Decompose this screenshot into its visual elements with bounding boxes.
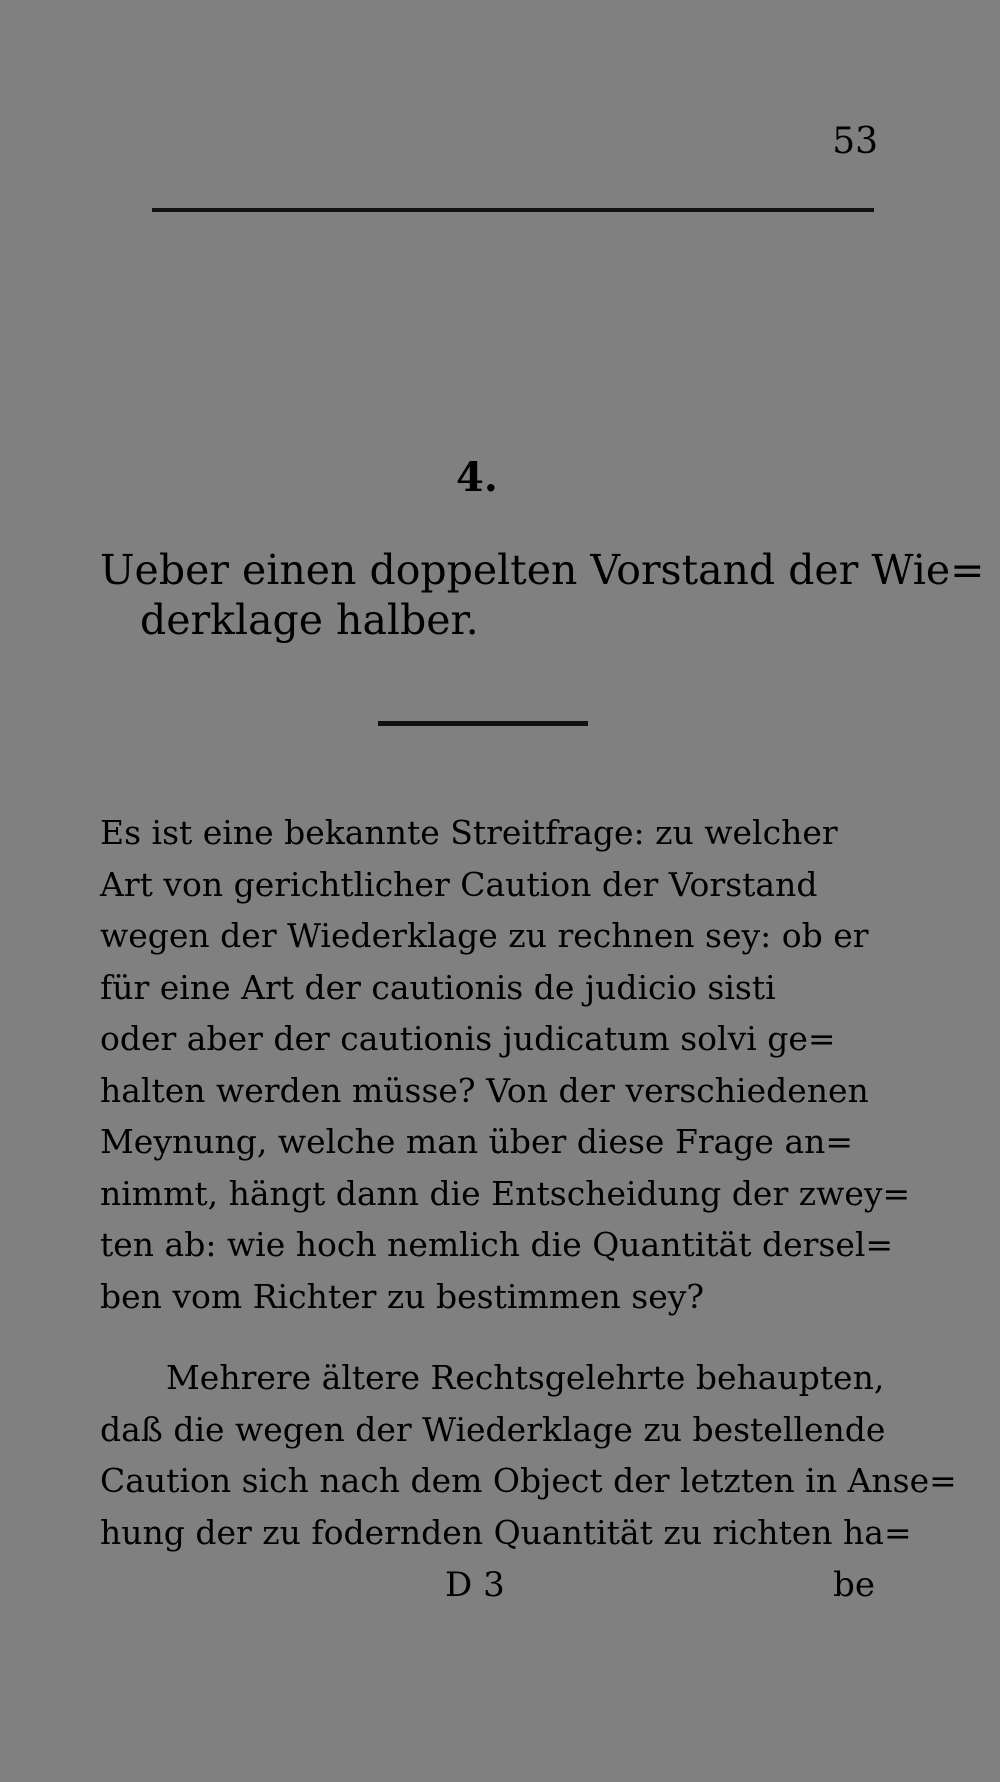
title-line: derklage halber. — [140, 596, 479, 644]
catchword: be — [833, 1565, 875, 1605]
text-line: ten ab: wie hoch nemlich die Quantität dersel= — [100, 1225, 894, 1264]
text-line: Mehrere ältere Rechtsgelehrte behaupten, — [166, 1358, 885, 1397]
text-line: oder aber der cautionis judicatum solvi ge= — [100, 1019, 836, 1058]
paragraph-1 — [100, 807, 911, 1322]
text-line: Es ist eine bekannte Streitfrage: zu welcher — [100, 813, 838, 852]
text-line: Art von gerichtlicher Caution der Vorstand — [100, 864, 818, 904]
page-footer — [100, 1565, 875, 1615]
header-rule — [152, 208, 874, 212]
body-text — [100, 807, 957, 1558]
text-line: ben vom Richter zu bestimmen sey? — [100, 1276, 705, 1316]
text-line: nimmt, hängt dann die Entscheidung der zwey= — [100, 1173, 911, 1213]
paragraph-2 — [100, 1352, 957, 1558]
signature-mark: D 3 — [445, 1565, 505, 1605]
section-title — [100, 545, 985, 645]
text-line: wegen der Wiederklage zu rechnen sey: ob er — [100, 916, 869, 955]
text-line: hung der zu fodernden Quantität zu richten ha= — [100, 1512, 912, 1552]
text-line: daß die wegen der Wiederklage zu bestellende — [100, 1409, 886, 1449]
text-line: Meynung, welche man über diese Frage an= — [100, 1122, 854, 1161]
title-separator-rule — [378, 721, 588, 726]
text-line: Caution sich nach dem Object der letzten in Anse= — [100, 1461, 957, 1500]
section-number: 4. — [456, 454, 498, 501]
page-number: 53 — [832, 121, 878, 162]
paragraph-gap — [100, 1322, 875, 1352]
text-line: halten werden müsse? Von der verschiedenen — [100, 1070, 869, 1110]
title-line: Ueber einen doppelten Vorstand der Wie= — [100, 546, 985, 594]
text-line: für eine Art der cautionis de judicio sisti — [100, 967, 776, 1007]
